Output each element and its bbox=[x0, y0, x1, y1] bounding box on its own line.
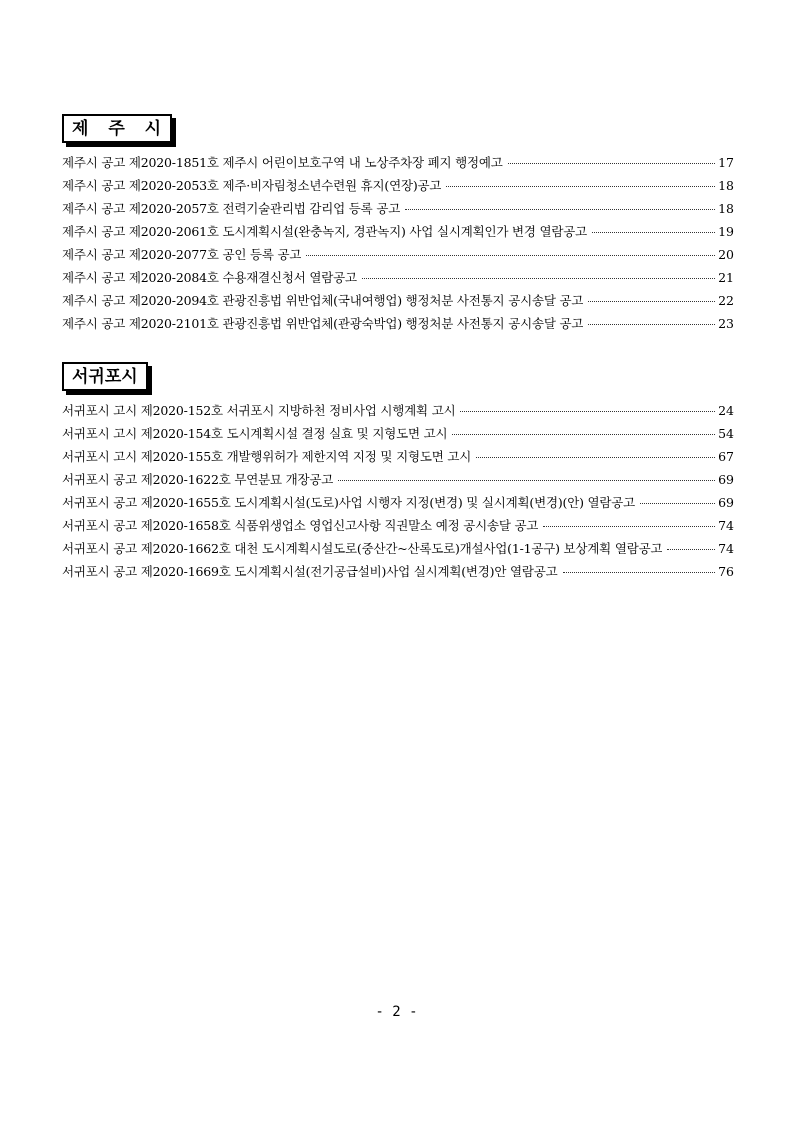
dot-leader bbox=[446, 186, 715, 187]
toc-entry-title: 서귀포시 고시 제2020-152호 서귀포시 지방하천 정비사업 시행계획 고시 bbox=[62, 403, 456, 418]
section-seogwipo-si bbox=[62, 362, 734, 585]
toc-entry-page: 69 bbox=[718, 495, 734, 510]
dot-leader bbox=[588, 301, 715, 302]
dot-leader bbox=[667, 549, 715, 550]
dot-leader bbox=[338, 480, 715, 481]
dot-leader bbox=[460, 411, 715, 412]
toc-entry-title: 제주시 공고 제2020-2094호 관광진흥법 위반업체(국내여행업) 행정처분 사전통지 공시송달 공고 bbox=[62, 293, 584, 308]
dot-leader bbox=[405, 209, 715, 210]
dot-leader bbox=[592, 232, 715, 233]
toc-entry[interactable] bbox=[62, 470, 734, 493]
toc-entry[interactable] bbox=[62, 401, 734, 424]
toc-entry[interactable] bbox=[62, 539, 734, 562]
toc-entry-page: 74 bbox=[718, 518, 734, 533]
toc-entry-title: 제주시 공고 제2020-2053호 제주·비자림청소년수련원 휴지(연장)공고 bbox=[62, 178, 442, 193]
toc-entry-title: 서귀포시 고시 제2020-154호 도시계획시설 결정 실효 및 지형도면 고시 bbox=[62, 426, 448, 441]
toc-entry-page: 17 bbox=[718, 155, 734, 170]
toc-entry-title: 서귀포시 공고 제2020-1669호 도시계획시설(전기공급설비)사업 실시계획(변경)안 열람공고 bbox=[62, 564, 558, 579]
toc-entry-title: 제주시 공고 제2020-1851호 제주시 어린이보호구역 내 노상주차장 폐지 행정예고 bbox=[62, 155, 503, 170]
toc-entry-title: 제주시 공고 제2020-2101호 관광진흥법 위반업체(관광숙박업) 행정처분 사전통지 공시송달 공고 bbox=[62, 316, 584, 331]
toc-list bbox=[62, 401, 734, 585]
dot-leader bbox=[640, 503, 715, 504]
dot-leader bbox=[452, 434, 715, 435]
toc-entry[interactable] bbox=[62, 176, 734, 199]
toc-entry[interactable] bbox=[62, 424, 734, 447]
dot-leader bbox=[543, 526, 715, 527]
toc-entry-page: 18 bbox=[718, 201, 734, 216]
toc-entry-title: 서귀포시 공고 제2020-1655호 도시계획시설(도로)사업 시행자 지정(변경) 및 실시계획(변경)(안) 열람공고 bbox=[62, 495, 636, 510]
toc-entry-title: 서귀포시 공고 제2020-1622호 무연분묘 개장공고 bbox=[62, 472, 334, 487]
toc-entry-title: 서귀포시 공고 제2020-1658호 식품위생업소 영업신고사항 직권말소 예정 공시송달 공고 bbox=[62, 518, 539, 533]
dot-leader bbox=[563, 572, 716, 573]
toc-entry[interactable] bbox=[62, 245, 734, 268]
toc-entry-title: 서귀포시 고시 제2020-155호 개발행위허가 제한지역 지정 및 지형도면 고시 bbox=[62, 449, 472, 464]
toc-entry[interactable] bbox=[62, 562, 734, 585]
toc-entry-title: 제주시 공고 제2020-2077호 공인 등록 공고 bbox=[62, 247, 302, 262]
toc-entry[interactable] bbox=[62, 291, 734, 314]
toc-entry[interactable] bbox=[62, 268, 734, 291]
toc-entry-page: 69 bbox=[718, 472, 734, 487]
section-jeju-si bbox=[62, 114, 734, 337]
toc-entry-title: 서귀포시 공고 제2020-1662호 대천 도시계획시설도로(중산간~산록도로)개설사업(1-1공구) 보상계획 열람공고 bbox=[62, 541, 663, 556]
dot-leader bbox=[362, 278, 715, 279]
toc-entry-page: 20 bbox=[718, 247, 734, 262]
toc-entry[interactable] bbox=[62, 493, 734, 516]
page-number: - 2 - bbox=[375, 1004, 418, 1020]
toc-entry-title: 제주시 공고 제2020-2061호 도시계획시설(완충녹지, 경관녹지) 사업 실시계획인가 변경 열람공고 bbox=[62, 224, 587, 239]
toc-entry-page: 22 bbox=[718, 293, 734, 308]
toc-entry-title: 제주시 공고 제2020-2057호 전력기술관리법 감리업 등록 공고 bbox=[62, 201, 401, 216]
toc-entry-page: 67 bbox=[718, 449, 734, 464]
toc-entry[interactable] bbox=[62, 516, 734, 539]
toc-entry-page: 19 bbox=[718, 224, 734, 239]
section-heading: 제 주 시 bbox=[62, 114, 172, 143]
dot-leader bbox=[476, 457, 715, 458]
toc-entry-title: 제주시 공고 제2020-2084호 수용재결신청서 열람공고 bbox=[62, 270, 357, 285]
toc-entry[interactable] bbox=[62, 222, 734, 245]
dot-leader bbox=[588, 324, 715, 325]
toc-entry[interactable] bbox=[62, 447, 734, 470]
toc-entry[interactable] bbox=[62, 153, 734, 176]
toc-entry[interactable] bbox=[62, 199, 734, 222]
toc-entry[interactable] bbox=[62, 314, 734, 337]
toc-list bbox=[62, 153, 734, 337]
toc-entry-page: 24 bbox=[718, 403, 734, 418]
toc-entry-page: 18 bbox=[718, 178, 734, 193]
section-heading: 서귀포시 bbox=[62, 362, 148, 391]
dot-leader bbox=[306, 255, 715, 256]
dot-leader bbox=[508, 163, 715, 164]
toc-entry-page: 54 bbox=[718, 426, 734, 441]
toc-entry-page: 23 bbox=[718, 316, 734, 331]
toc-entry-page: 74 bbox=[718, 541, 734, 556]
toc-entry-page: 76 bbox=[718, 564, 734, 579]
toc-entry-page: 21 bbox=[718, 270, 734, 285]
